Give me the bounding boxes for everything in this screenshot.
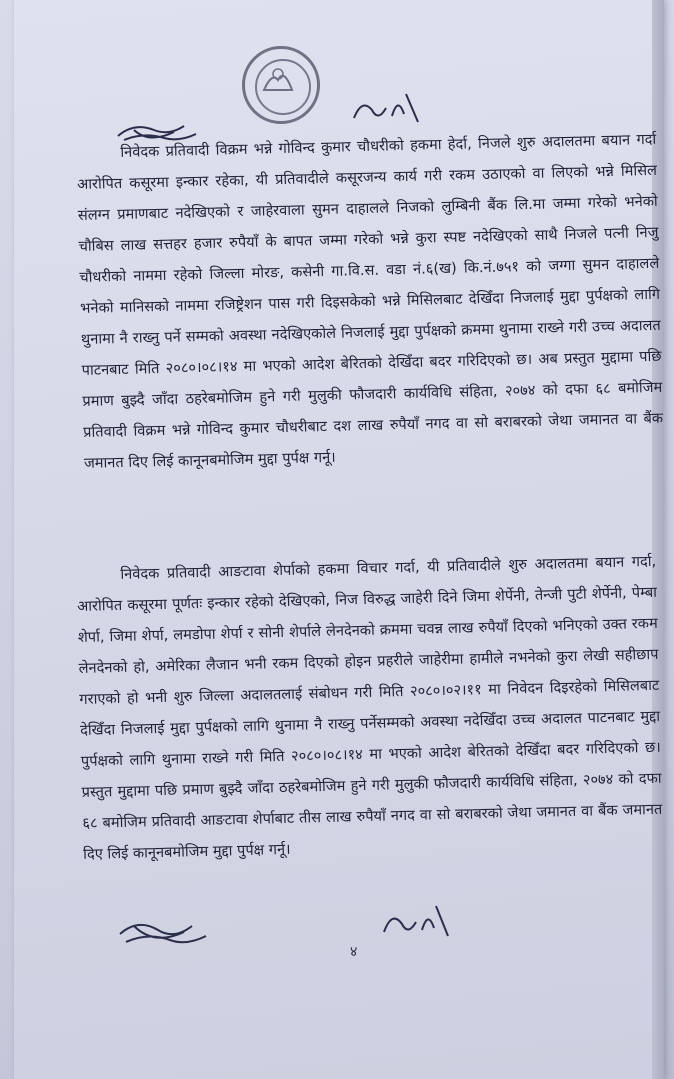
signature-bottom-right [378,898,458,946]
paragraph-1 [76,124,664,479]
signature-top-right [348,88,428,132]
signature-bottom-left [114,912,224,952]
document-page [14,0,664,1079]
paragraph-2 [76,546,663,870]
seal-emblem-icon [242,46,314,118]
court-seal-stamp [242,46,320,124]
paragraph-1-text: निवेदक प्रतिवादी विक्रम भन्ने गोविन्द कुमार चौधरीको हकमा हेर्दा, निजले शुरु अदालतमा बयान गर्दा आरोपित कसूरमा इन्कार रहेका, यी प्रतिवादीले कसूरजन्य कार्य गरी रकम उठाएको वा लिएको भन्ने मिसिल संलग्न प्रमाणबाट नदेखिएको र जाहेरवाला सुमन दाहालले निजको लुम्बिनी बैंक लि.मा जम्मा गरेको भनेको चौबिस लाख सत्तहर हजार रुपैयाँ के बापत जम्मा गरेको भन्ने कुरा स्पष्ट नदेखिएको साथै निजले पत्नी निजु चौधरीको नाममा रहेको जिल्ला मोरङ, कसेनी गा.वि.स. वडा नं.६(ख) कि.नं.७५१ को जग्गा सुमन दाहालले भनेको मानिसको नाममा रजिष्ट्रेशन पास गरी दिइसकेको भन्ने मिसिलबाट देखिँदा निजलाई मुद्दा पुर्पक्षको लागि थुनामा नै राख्नु पर्ने सम्मको अवस्था नदेखिएकोले निजलाई मुद्दा पुर्पक्षको क्रममा थुनामा राख्ने गरी उच्च अदालत पाटनबाट मिति २०८०।०८।१४ मा भएको आदेश बेरितको देखिँदा बदर गरिदिएको छ। अब प्रस्तुत मुद्दामा पछि प्रमाण बुझ्दै जाँदा ठहरेबमोजिम हुने गरी मुलुकी फौजदारी कार्यविधि संहिता, २०७४ को दफा ६८ बमोजिम प्रतिवादी विक्रम भन्ने गोविन्द कुमार चौधरीबाट दश लाख रुपैयाँ नगद वा सो बराबरको जेथा जमानत वा बैंक जमानत दिए लिई कानूनबमोजिम मुद्दा पुर्पक्ष गर्नू। [76,130,664,472]
paragraph-2-text: निवेदक प्रतिवादी आङटावा शेर्पाको हकमा विचार गर्दा, यी प्रतिवादीले शुरु अदालतमा बयान गर्दा, आरोपित कसूरमा पूर्णतः इन्कार रहेको देखिएको, निज विरुद्ध जाहेरी दिने जिमा शेर्पेनी, तेन्जी पुटी शेर्पेनी, पेम्बा शेर्पा, जिमा शेर्पा, लमडोपा शेर्पा र सोनी शेर्पाले लेनदेनको क्रममा चवन्न लाख रुपैयाँ दिएको भनिएको उक्त रकम लेनदेनको हो, अमेरिका लैजान भनी रकम दिएको होइन प्रहरीले जाहेरीमा हामीले नभनेको कुरा लेखी सहीछाप गराएको हो भनी शुरु जिल्ला अदालतलाई संबोधन गरी मिति २०८०।०२।११ मा निवेदन दिइरहेको मिसिलबाट देखिँदा निजलाई मुद्दा पुर्पक्षको लागि थुनामा नै राख्नु पर्नेसम्मको अवस्था नदेखिँदा उच्च अदालत पाटनबाट मुद्दा पुर्पक्षको लागि थुनामा राख्ने गरी मिति २०८०।०८।१४ मा भएको आदेश बेरितको देखिँदा बदर गरिदिएको छ। प्रस्तुत मुद्दामा पछि प्रमाण बुझ्दै जाँदा ठहरेबमोजिम हुने गरी मुलुकी फौजदारी कार्यविधि संहिता, २०७४ को दफा ६८ बमोजिम प्रतिवादी आङटावा शेर्पाबाट तीस लाख रुपैयाँ नगद वा सो बराबरको जेथा जमानत वा बैंक जमानत दिए लिई कानूनबमोजिम मुद्दा पुर्पक्ष गर्नू। [76,552,663,863]
page-number: ४ [350,944,358,960]
